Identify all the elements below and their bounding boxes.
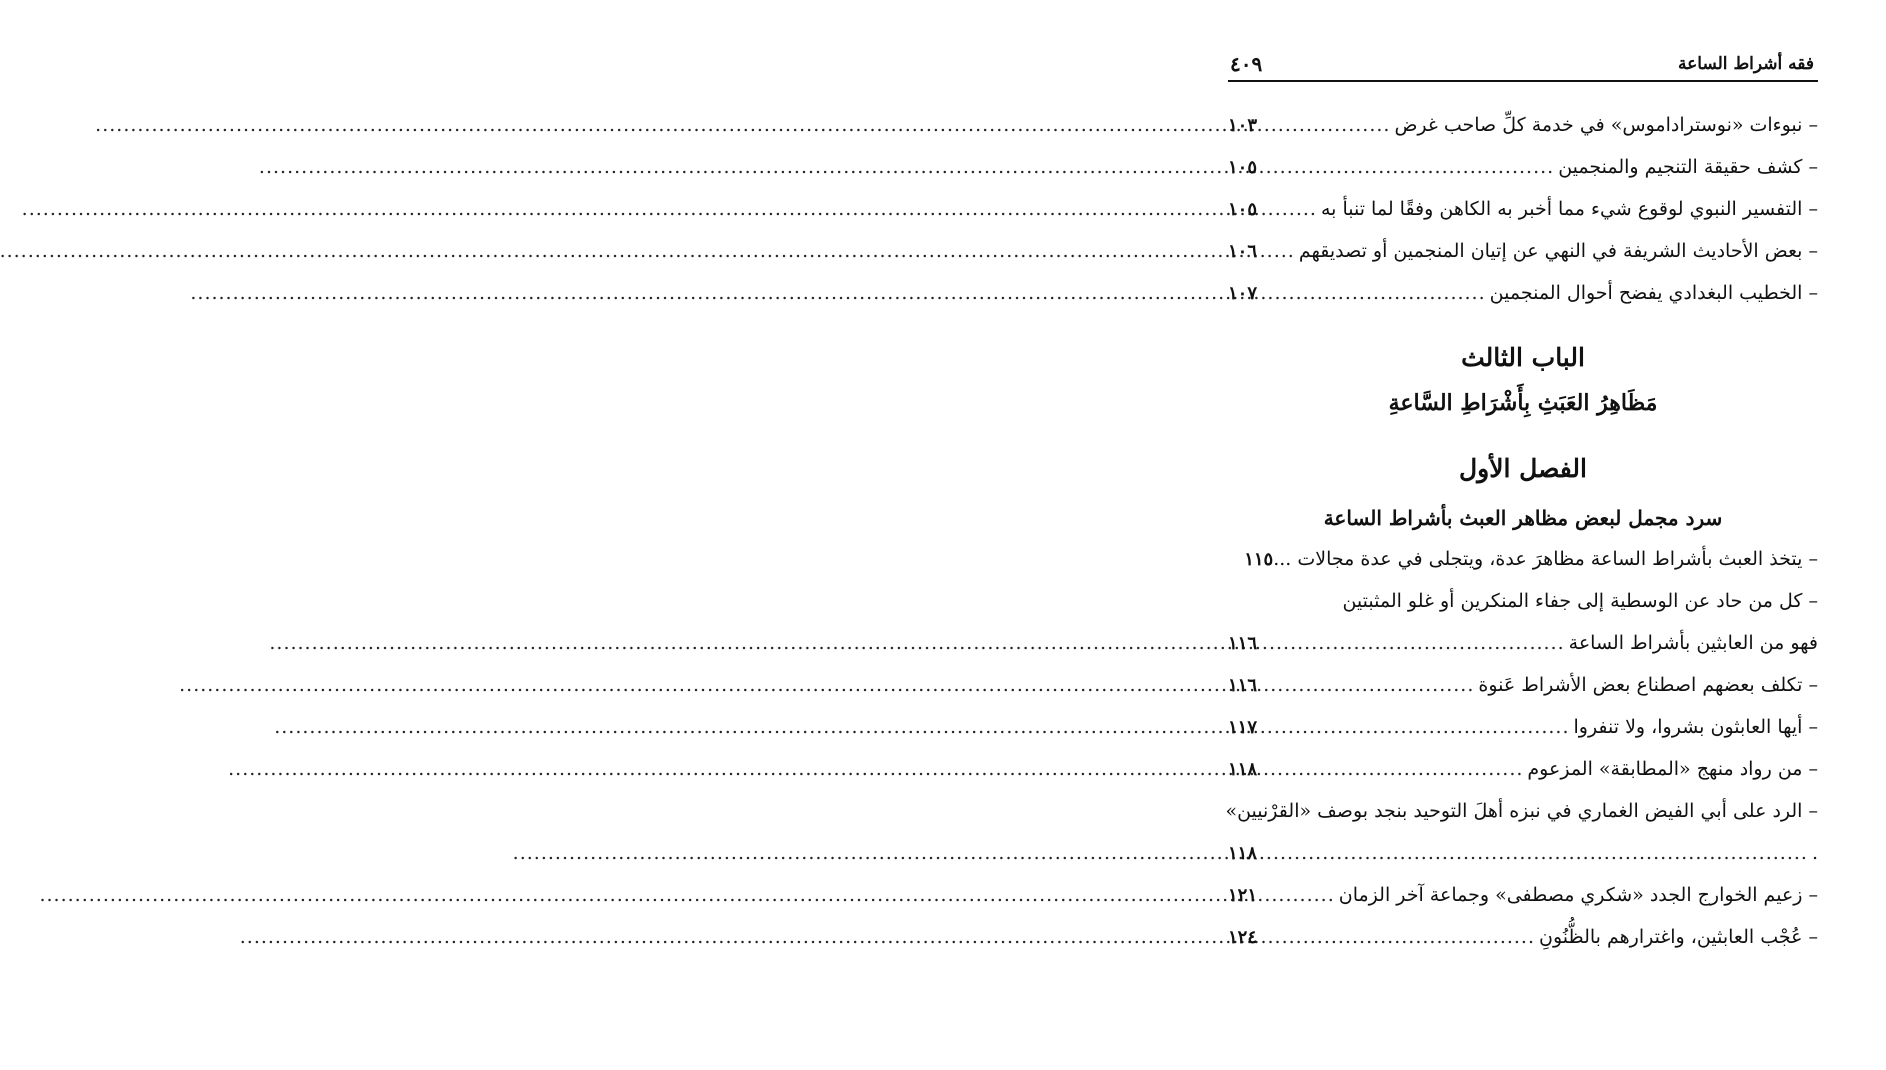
toc-entry (1228, 874, 1818, 916)
toc-entry (1228, 748, 1818, 790)
dot-leader (1261, 146, 1554, 188)
toc-entry-text: – كل من حاد عن الوسطية إلى جفاء المنكرين أو غلو المثبتين (1342, 590, 1818, 612)
toc-entry (1225, 790, 1818, 832)
running-title: فقه أشراط الساعة (1678, 54, 1814, 74)
dot-leader (1261, 874, 1335, 916)
dot-leader (1261, 272, 1486, 314)
toc-entry-text: – كشف حقيقة التنجيم والمنجمين (1558, 156, 1818, 178)
toc-entry-text: فهو من العابثين بأشراط الساعة (1568, 632, 1818, 654)
dot-leader (1261, 104, 1390, 146)
toc-entry-page: ١١٦ (1228, 675, 1258, 696)
page-number: ٤٠٩ (1230, 52, 1263, 76)
toc-entry-page: ١١٦ (1228, 633, 1258, 654)
toc-entry (1228, 832, 1818, 874)
toc-entry-page: ١٠٦ (1228, 241, 1258, 262)
toc-entry-page: ١١٥ (1244, 549, 1274, 570)
dot-leader (1261, 706, 1569, 748)
toc-entry (1228, 706, 1818, 748)
toc-entry-page: ١٠٥ (1228, 199, 1258, 220)
toc-entry-page: ١١٨ (1228, 759, 1258, 780)
toc-entry (1228, 538, 1818, 580)
toc-entry-page: ١٠٧ (1228, 283, 1258, 304)
toc-entry-page: ١١٧ (1228, 717, 1258, 738)
toc-entry-text: – بعض الأحاديث الشريفة في النهي عن إتيان المنجمين أو تصديقهم (1298, 240, 1818, 262)
toc-entry-text: – أيها العابثون بشروا، ولا تنفروا (1573, 716, 1818, 738)
dot-leader (1261, 230, 1295, 272)
part-subtitle: مَظَاهِرُ العَبَثِ بِأَشْرَاطِ السَّاعةِ (1388, 390, 1658, 416)
dot-leader (1261, 748, 1523, 790)
table-of-contents (1225, 104, 1818, 958)
toc-entry-text: – نبوءات «نوستراداموس» في خدمة كلِّ صاحب غرض (1394, 114, 1818, 136)
toc-entry-text: – من رواد منهج «المطابقة» المزعوم (1527, 758, 1818, 780)
page-header (1228, 54, 1818, 82)
toc-entry-page: ١٠٣ (1228, 115, 1258, 136)
toc-entry (1228, 664, 1818, 706)
toc-entry-page: ١٠٥ (1228, 157, 1258, 178)
toc-entry (1228, 622, 1818, 664)
part-title: الباب الثالث (1461, 343, 1585, 372)
toc-entry-text: – الخطيب البغدادي يفضح أحوال المنجمين (1489, 282, 1818, 304)
toc-entry-text: – الرد على أبي الفيض الغماري في نبزه أهلَ التوحيد بنجد بوصف «القرْنيين» (1225, 800, 1818, 822)
section-title: سرد مجمل لبعض مظاهر العبث بأشراط الساعة (1323, 506, 1723, 530)
dot-leader (1261, 622, 1565, 664)
dot-leader (1261, 188, 1317, 230)
toc-entry-text: – عُجْب العابثين، واغترارهم بالظُّنُونِ (1539, 926, 1818, 948)
toc-entry (1228, 916, 1818, 958)
toc-entry-page: ١١٨ (1228, 843, 1258, 864)
toc-entry (1228, 230, 1818, 272)
toc-entry-text: . (1811, 842, 1818, 864)
toc-entry-text: – تكلف بعضهم اصطناع بعض الأشراط عَنوة (1478, 674, 1818, 696)
toc-entry (1228, 272, 1818, 314)
toc-entry-page: ١٢٤ (1228, 927, 1258, 948)
dot-leader (1261, 916, 1535, 958)
toc-entry (1228, 188, 1818, 230)
toc-entry-text: – التفسير النبوي لوقوع شيء مما أخبر به الكاهن وفقًا لما تنبأ به (1320, 198, 1818, 220)
chapter-title: الفصل الأول (1459, 454, 1587, 483)
toc-entry-text: – زعيم الخوارج الجدد «شكري مصطفى» وجماعة آخر الزمان (1338, 884, 1818, 906)
toc-entry (1228, 146, 1818, 188)
toc-entry (1228, 580, 1818, 622)
toc-entry-text: – يتخذ العبث بأشراط الساعة مظاهرَ عدة، ويتجلى في عدة مجالات ... (1273, 548, 1818, 570)
dot-leader (1261, 832, 1808, 874)
toc-entry-page: ١٢١ (1228, 885, 1258, 906)
toc-entry (1228, 104, 1818, 146)
dot-leader (1261, 664, 1474, 706)
